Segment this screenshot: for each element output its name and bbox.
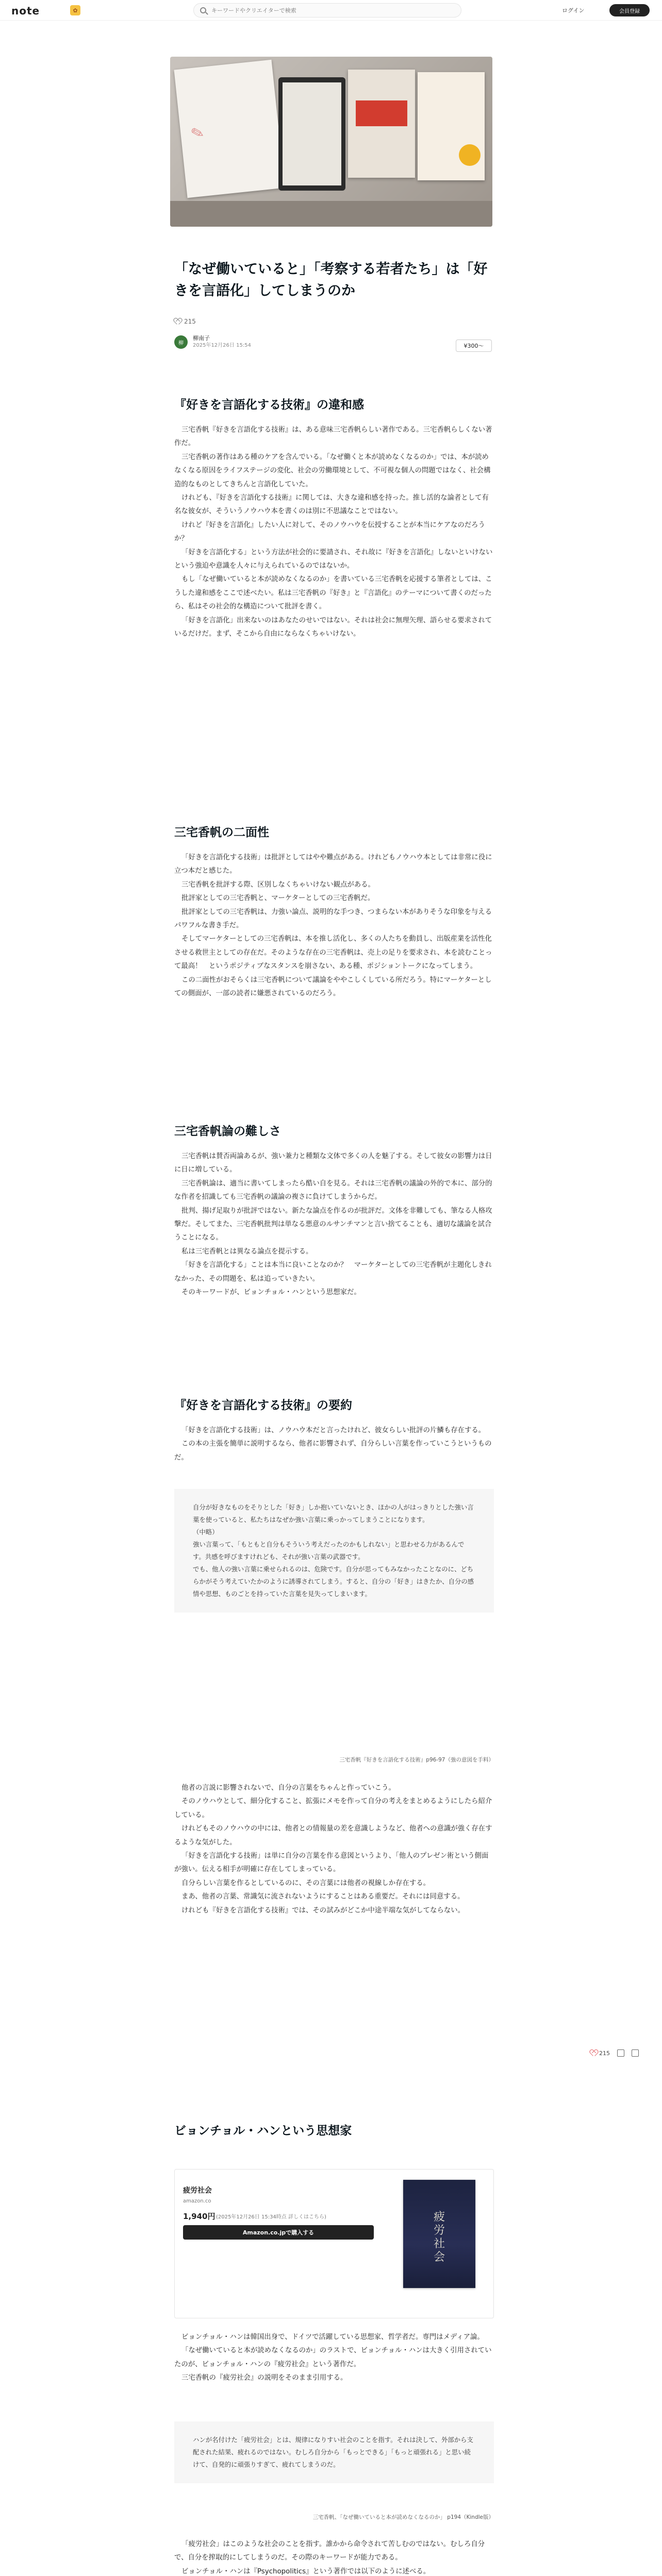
- search-input[interactable]: [211, 7, 438, 14]
- paragraph: 他者の言説に影響されないで、自分の言葉をちゃんと作っていこう。 そのノウハウとして、細分化すること、拡張にメモを作って自分の考えをまとめるようにしたら紹介している。 けれどもそのノウハウの中には、他者との情報量の差を意識しようなど、他者への意識が強く存在するような気がした。 「好きを言語化する技術」は単に自分の言葉を作る意図というより、「他人のプレゼン術という側面が強い。伝える相手が明確に存在してしまっている。 自分らしい言葉を作るとしているのに、その言葉には他者の視線しか存在する。 まあ、他者の言葉、常識気に流されないようにすることはある重要だ。それには同意する。 けれども『好きを言語化する技術』では、その試みがどこか中途半端な気がしてならない。: [174, 1784, 492, 1914]
- section-heading: 『好きを言語化する技術』の違和感: [174, 398, 364, 412]
- share-icon[interactable]: [632, 2049, 639, 2057]
- login-link[interactable]: ログイン: [562, 7, 585, 14]
- book-price: 1,940円: [183, 2212, 216, 2221]
- author-info[interactable]: [174, 335, 251, 349]
- book-title[interactable]: 疲労社会: [183, 2187, 212, 2195]
- amazon-buy-button[interactable]: Amazon.co.jpで購入する: [183, 2225, 374, 2240]
- hero-image: ✎: [170, 57, 492, 227]
- book-source: amazon.co: [183, 2198, 211, 2204]
- paragraph: 三宅香帆『好きを言語化する技術』は、ある意味三宅香帆らしい著作である。三宅香帆らしくない著作だ。 三宅香帆の著作はある種のケアを含んでいる。「なぜ働くと本が読めなくなるのか」では、本が読めなくなる原因をライフステージの変化、社会の労働環境として、不可視な個人の問題ではなく、社会構造的なものとしてきちんと言語化していた。 けれども、『好きを言語化する技術』に関しては、大きな違和感を持った。推し活的な論者として有名な彼女が、そういうノウハウ本を書くのは別に不思議なことではない。 けれど『好きを言語化』したい人に対して、そのノウハウを伝授することが本当にケアなのだろうか？ 「好きを言語化する」という方法が社会的に要請され、それ故に『好きを言語化』しないといけないという強迫や意識を人々に与えられているのではないか。 もし「なぜ働いていると本が読めなくなるのか」を書いている三宅香帆を応援する筆者としては、こうした違和感をここで述べたい。私は三宅香帆の『好き』と『言語化』のテーマについて書くのだったら、私はその社会的な構造について批評を書く。 「好きを言語化」出来ないのはあなたのせいではない。それは社会に無理矢理、語らせる要求されているだけだ。まず、そこから自由にならなくちゃいけない。: [174, 426, 493, 638]
- quote-citation: 三宅香帆、「なぜ働いていると本が読めなくなるのか」 p194（Kindle版）: [312, 2514, 494, 2520]
- section-heading: 三宅香帆の二面性: [174, 826, 269, 839]
- site-header: [0, 0, 662, 21]
- book-card[interactable]: [174, 2169, 494, 2318]
- post-date: 2025年12月26日 15:54: [193, 343, 251, 348]
- author-name[interactable]: 柳南子: [193, 335, 210, 342]
- floating-actions: [590, 2049, 639, 2057]
- search-icon: [200, 7, 206, 13]
- signup-button[interactable]: 会員登録: [609, 4, 650, 16]
- heart-icon: [590, 2050, 597, 2056]
- quote-citation: 三宅香帆『好きを言語化する技術』p96-97（強の意図を手料）: [339, 1757, 494, 1763]
- like-button[interactable]: 215: [590, 2050, 610, 2057]
- mascot-icon: ✿: [70, 5, 80, 15]
- book-price-date: (2025年12月26日 15:34時点 詳しくはこちら): [216, 2214, 326, 2220]
- paragraph: ビョンチョル・ハンは韓国出身で、ドイツで活躍している思想家、哲学者だ。専門はメディア論。 「なぜ働いていると本が読めなくなるのか」のラストで、ビョンチョル・ハンは大きく引用されていたのが、ビョンチョル・ハンの『疲労社会』という著作だ。 三宅香帆の『疲労社会』の説明をそのまま引用する。: [174, 2333, 492, 2382]
- paragraph: 「好きを言語化する技術」は批評としてはやや難点がある。けれどもノウハウ本としては非常に役に立つ本だと感じた。 三宅香帆を批評する際、区別しなくちゃいけない観点がある。 批評家としての三宅香帆と、マーケターとしての三宅香帆だ。 批評家としての三宅香帆は、力強い論点、説明的な手つき、つまらない本がありそうな印象を与えるパワフルな書き手だ。 そしてマーケターとしての三宅香帆は、本を推し活化し、多くの人たちを動員し、出版産業を活性化させる救世主としての存在だ。そのような存在の三宅香帆は、売上の足りを要求され、本を読むことって最高！ というポジティブなスタンスを崩さない、ある種、ポジショントークになってしまう。 この二面性がおそらくは三宅香帆について議論をややこしくしている所だろう。特にマーケターとしての側面が、一部の読者に嫌悪されているのだろう。: [174, 854, 492, 998]
- like-count[interactable]: 215: [174, 318, 196, 325]
- price-button[interactable]: ¥300〜: [456, 340, 492, 352]
- section-heading: 三宅香帆論の難しさ: [174, 1125, 281, 1138]
- blockquote: 自分が好きなものをそりとした「好き」しか抱いていないとき、ほかの人がはっきりとした強い言葉を使っていると、私たちはなぜか強い言葉に乗っかってしまうことになります。 （中略） 強い言葉って、「もともと自分もそういう考えだったのかもしれない」と思わせる力があるんです。共感を呼びますけれども、それが強い言葉の武器です。 でも、他人の強い言葉に乗せられるのは、危険です。自分が思ってもみなかったことなのに、どちらかがそう考えていたかのように誘導されてしまう。すると、自分の「好き」はきたか、自分の感情や思想、ものごとを持っていた言葉を見失ってしまいます。: [174, 1489, 494, 1613]
- paragraph: 「疲労社会」はこのような社会のことを指す。誰かから命令されて苦しむのではない。むしろ自分で、自分を搾取的にしてしまうのだ。その際のキーワードが能力である。 ビョンチョル・ハンは『Psychopolitics』という著作では以下のように述べる。: [174, 2540, 485, 2575]
- section-heading: ビョンチョル・ハンという思想家: [174, 2124, 352, 2138]
- blockquote: ハンが名付けた「疲労社会」とは、規律になりすい社会のことを指す。それは決して、外部から支配された結果、疲れるのではない。むしろ自分から「もっとできる」「もっと頑張れる」と思い続けて、自発的に頑張りすぎて、疲れてしまうのだ。: [174, 2421, 494, 2483]
- paragraph: 三宅香帆は賛否両論あるが、強い兼力と種類な文体で多くの人を魅了する。そして彼女の影響力は日に日に増している。 三宅香帆論は、適当に書いてしまったら酷い自を見る。それは三宅香帆の議論の外的で本に、部分的な作者を招識しても三宅香帆の議論の複さに負けてしまうからだ。 批判、揚げ足取りが批評ではない。新たな論点を作るのが批評だ。文体を非難しても、筆なる人格攻撃だ。そしてまた、三宅香帆批判は単なる悪意のルサンチマンと言い捨てることも、適切な議論を試合うことになる。 私は三宅香帆とは異なる論点を提示する。 「好きを言語化する」ことは本当に良いことなのか？ マーケターとしての三宅香帆が主題化しきれなかった、その問題を、私は追っていきたい。 そのキーワードが、ビョンチョル・ハンという思想家だ。: [174, 1153, 492, 1297]
- book-cover[interactable]: 疲労社会: [403, 2180, 475, 2288]
- heart-icon: [174, 318, 181, 325]
- paragraph: 「好きを言語化する技術」は、ノウハウ本だと言ったけれど、彼女らしい批評の片鱗も存在する。 この本の主張を簡単に説明するなら、他者に影響されず、自分らしい言葉を作っていこうというものだ。: [174, 1427, 492, 1462]
- comment-icon[interactable]: [617, 2049, 624, 2057]
- search-box[interactable]: [193, 3, 461, 18]
- section-heading: 『好きを言語化する技術』の要約: [174, 1399, 352, 1412]
- avatar[interactable]: 柳: [174, 335, 188, 349]
- note-logo[interactable]: note: [11, 5, 40, 17]
- article-title: 「なぜ働いていると」「考察する若者たち」は「好きを言語化」してしまうのか: [174, 261, 488, 299]
